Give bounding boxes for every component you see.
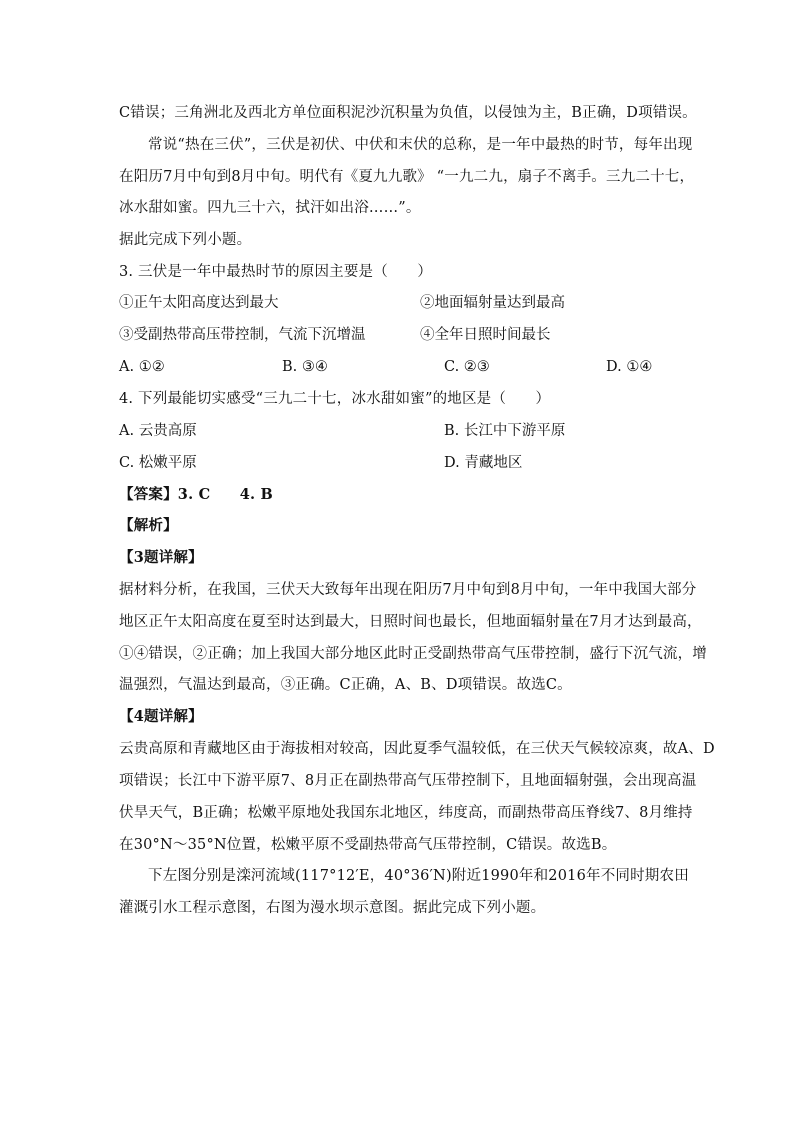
q3-option-c: C. ②③	[444, 359, 490, 375]
q4-option-b: B. 长江中下游平原	[444, 423, 566, 439]
paragraph-line: 常说“热在三伏”，三伏是初伏、中伏和末伏的总称，是一年中最热的时节，每年出现	[148, 137, 693, 153]
q3-detail-line: ①④错误，②正确；加上我国大部分地区此时正受副热带高气压带控制，盛行下沉气流，增	[119, 646, 707, 662]
q4-option-d: D. 青藏地区	[444, 455, 523, 471]
q3-statement-2: ②地面辐射量达到最高	[420, 295, 565, 311]
q3-option-b: B. ③④	[282, 359, 328, 375]
q4-detail-line: 在30°N～35°N位置，松嫩平原不受副热带高气压带控制，C错误。故选B。	[119, 837, 617, 853]
q3-statement-1: ①正午太阳高度达到最大	[119, 295, 279, 311]
q4-detail-line: 伏旱天气，B正确；松嫩平原地处我国东北地区，纬度高，而副热带高压脊线7、8月维持	[119, 805, 693, 821]
paragraph-line: 冰水甜如蜜。四九三十六，拭汗如出浴……”。	[119, 200, 421, 216]
q3-statement-3: ③受副热带高压带控制，气流下沉增温	[119, 327, 366, 343]
q3-option-a: A. ①②	[119, 359, 165, 375]
q4-detail-line: 云贵高原和青藏地区由于海拔相对较高，因此夏季气温较低，在三伏天气候较凉爽，故A、D	[119, 741, 715, 757]
analysis-label: 【解析】	[119, 517, 178, 534]
q4-option-c: C. 松嫩平原	[119, 455, 197, 471]
instruction-line: 据此完成下列小题。	[119, 232, 252, 248]
next-section-line: 灌溉引水工程示意图，右图为漫水坝示意图。据此完成下列小题。	[119, 900, 546, 916]
question-3-stem: 3. 三伏是一年中最热时节的原因主要是（ ）	[119, 264, 433, 280]
question-4-stem: 4. 下列最能切实感受“三九二十七，冰水甜如蜜”的地区是（ ）	[119, 391, 551, 407]
q3-detail-line: 地区正午太阳高度在夏至时达到最大，日照时间也最长，但地面辐射量在7月才达到最高，	[119, 614, 702, 630]
q3-statement-4: ④全年日照时间最长	[420, 327, 551, 343]
paragraph-line: C错误；三角洲北及西北方单位面积泥沙沉积量为负值，以侵蚀为主，B正确，D项错误。	[119, 105, 697, 121]
next-section-line: 下左图分别是滦河流域(117°12′E，40°36′N)附近1990年和2016年不同时期农田	[148, 868, 689, 884]
q4-detail-label: 【4题详解】	[119, 708, 203, 725]
paragraph-line: 在阳历7月中旬到8月中旬。明代有《夏九九歌》 “一九二九，扇子不离手。三九二十七，	[119, 169, 695, 185]
q4-detail-line: 项错误；长江中下游平原7、8月正在副热带高气压带控制下，且地面辐射强，会出现高温	[119, 773, 697, 789]
q3-detail-line: 据材料分析，在我国，三伏天大致每年出现在阳历7月中旬到8月中旬，一年中我国大部分	[119, 582, 697, 598]
q4-option-a: A. 云贵高原	[119, 423, 197, 439]
q3-detail-label: 【3题详解】	[119, 549, 203, 566]
q3-option-d: D. ①④	[606, 359, 653, 375]
answer-line: 【答案】3. C 4. B	[119, 486, 273, 503]
q3-detail-line: 温强烈，气温达到最高，③正确。C正确，A、B、D项错误。故选C。	[119, 677, 572, 693]
